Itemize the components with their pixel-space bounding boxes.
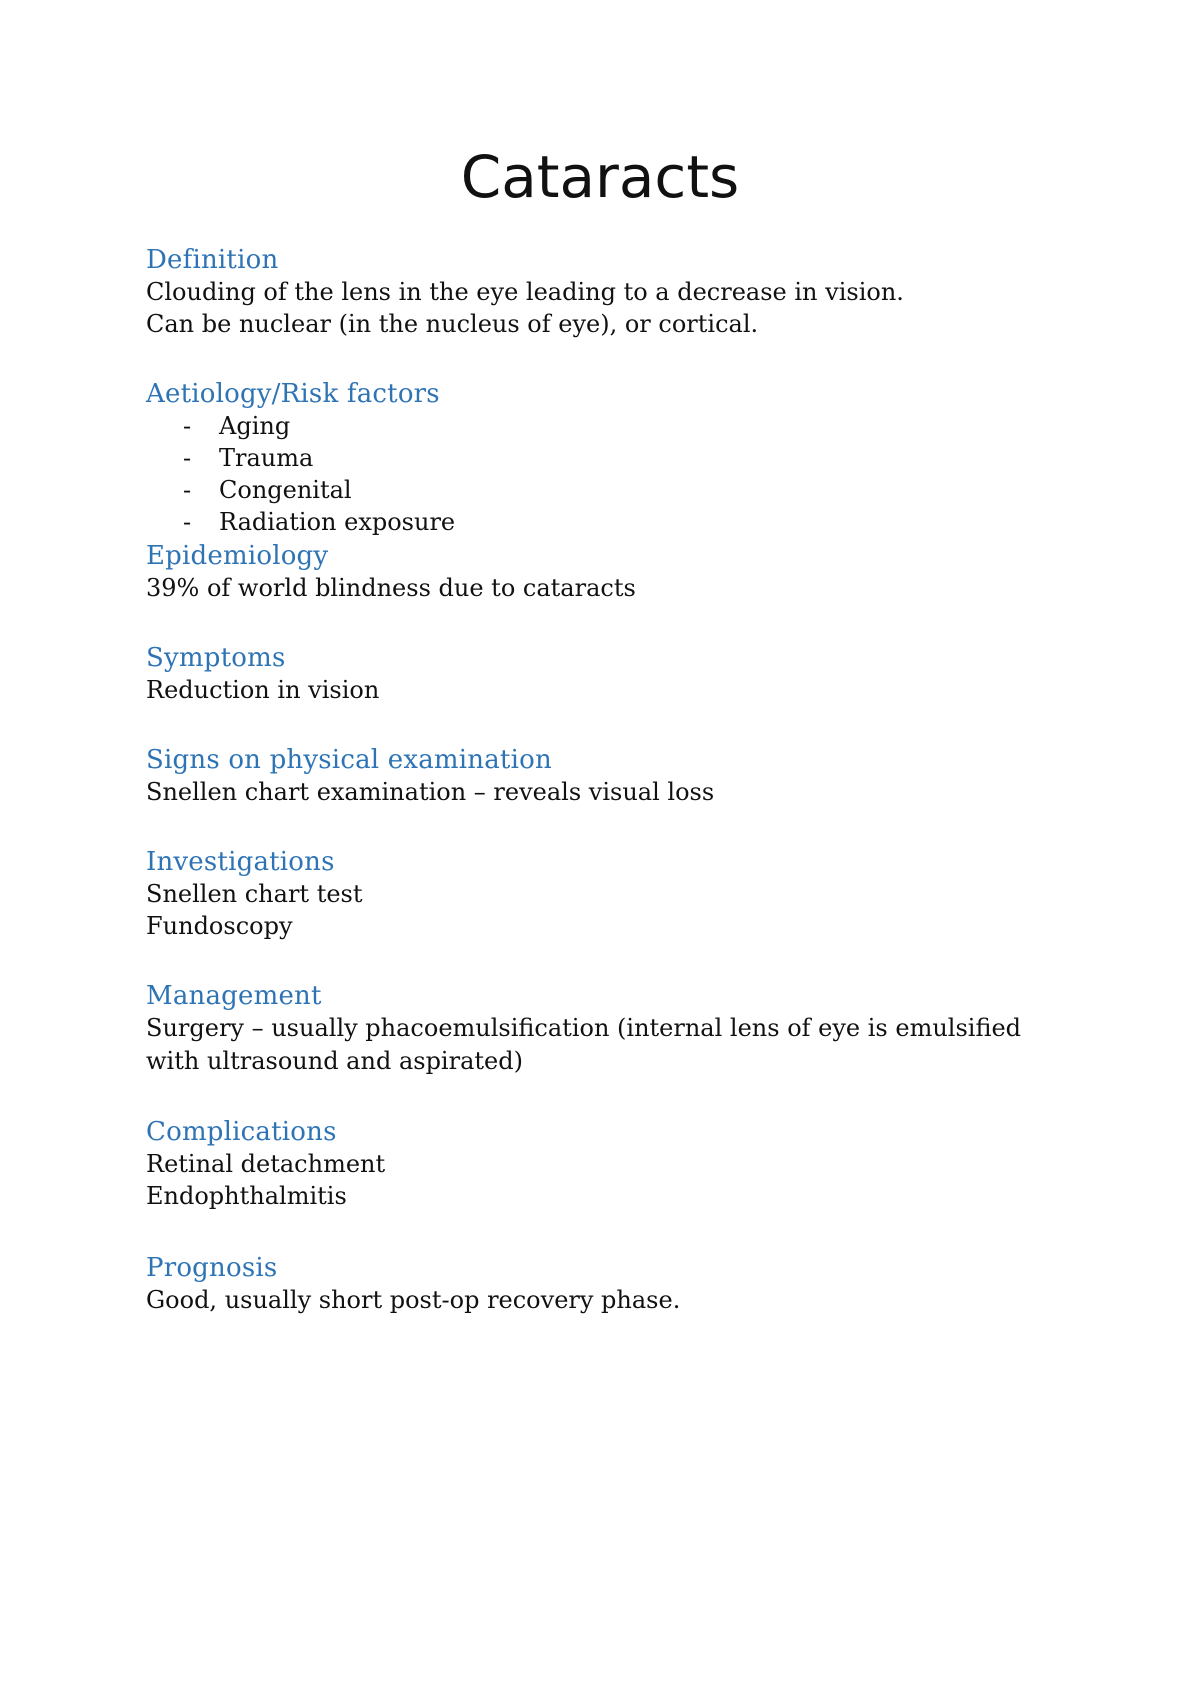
- list-item: [146, 474, 1106, 506]
- section-definition: [146, 244, 1106, 340]
- list-item-text: Radiation exposure: [219, 508, 456, 536]
- section-heading-signs: Signs on physical examination: [146, 745, 552, 775]
- list-item: [146, 410, 1106, 442]
- list-item-text: Trauma: [219, 444, 314, 472]
- list-item-text: Aging: [219, 412, 291, 440]
- section-heading-definition: Definition: [146, 245, 279, 275]
- section-symptoms: [146, 642, 1106, 706]
- section-heading-prognosis: Prognosis: [146, 1253, 278, 1283]
- investigations-line: Fundoscopy: [146, 912, 293, 940]
- page-title: Cataracts: [460, 143, 740, 211]
- list-item-text: Congenital: [219, 476, 352, 504]
- definition-line: Clouding of the lens in the eye leading to a decrease in vision.: [146, 278, 904, 306]
- list-item: [146, 442, 1106, 474]
- risk-factor-list: [146, 410, 1106, 538]
- prognosis-line: Good, usually short post-op recovery phase.: [146, 1286, 681, 1314]
- investigations-line: Snellen chart test: [146, 880, 363, 908]
- section-management: [146, 980, 1106, 1078]
- bullet-dash: -: [183, 412, 192, 440]
- section-heading-symptoms: Symptoms: [146, 643, 286, 673]
- bullet-dash: -: [183, 508, 192, 536]
- bullet-dash: -: [183, 476, 192, 504]
- complications-line: Endophthalmitis: [146, 1182, 347, 1210]
- section-complications: [146, 1116, 1106, 1212]
- document-body: [146, 244, 1106, 1316]
- symptoms-line: Reduction in vision: [146, 676, 380, 704]
- management-text: Surgery – usually phacoemulsification (internal lens of eye is emulsified with ultrasound and aspirated): [146, 1014, 1022, 1075]
- section-heading-aetiology: Aetiology/Risk factors: [146, 379, 440, 409]
- signs-line: Snellen chart examination – reveals visual loss: [146, 778, 715, 806]
- definition-line: Can be nuclear (in the nucleus of eye), or cortical.: [146, 310, 759, 338]
- complications-line: Retinal detachment: [146, 1150, 386, 1178]
- section-aetiology: [146, 378, 1106, 538]
- section-signs: [146, 744, 1106, 808]
- bullet-dash: -: [183, 444, 192, 472]
- section-investigations: [146, 846, 1106, 942]
- section-heading-management: Management: [146, 981, 322, 1011]
- section-heading-complications: Complications: [146, 1117, 337, 1147]
- list-item: [146, 506, 1106, 538]
- section-heading-epidemiology: Epidemiology: [146, 541, 329, 571]
- section-heading-investigations: Investigations: [146, 847, 335, 877]
- section-epidemiology: [146, 540, 1106, 604]
- section-prognosis: [146, 1252, 1106, 1316]
- epidemiology-line: 39% of world blindness due to cataracts: [146, 574, 636, 602]
